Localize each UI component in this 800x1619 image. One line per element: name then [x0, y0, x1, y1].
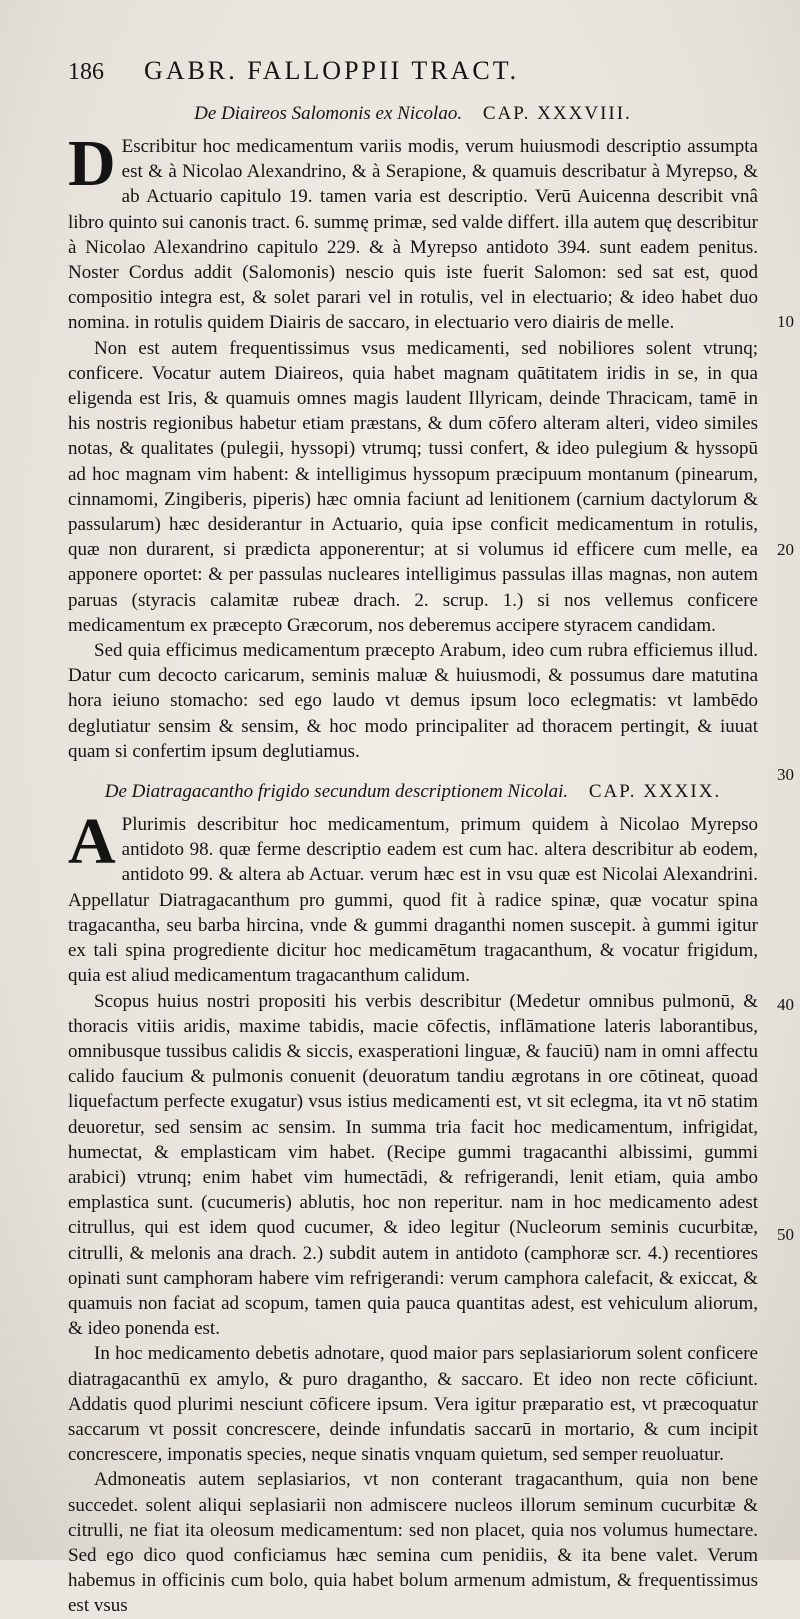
chapter-title: De Diatragacantho frigido secundum descriptionem Nicolai. [104, 781, 569, 803]
running-title: GABR. FALLOPPII TRACT. [144, 56, 520, 85]
margin-line-number: 30 [777, 765, 794, 784]
drop-cap: A [68, 805, 116, 879]
margin-line-number: 50 [777, 1225, 794, 1244]
paragraph: Admoneatis autem seplasiarios, vt non conterant tragacanthum, quia non bene succedet. solent aliqui seplasiarii non admiscere nucleos illorum seminum cucurbitæ & citrulli, ne fiat ita oleosum medicamentum: sed non placet, quia nos volumus humectare. Sed ego dico quod conficiamus hæc semina cum penidiis, & ita bene valet. Verum habemus in officinis cum bolo, quia habet bolum armenum admistum, & frequentissimus est vsus [68, 1469, 758, 1617]
paragraph [68, 127, 758, 336]
paragraph: In hoc medicamento debetis adnotare, quod maior pars seplasiariorum solent conficere diatragacanthū ex amylo, & puro dragantho, & saccaro. Et ideo non recte cōficiunt. Addatis quod plurimi nesciunt cōficere ipsum. Vera igitur præparatio est, vt præcoquatur saccarum vt possit concrescere, deinde infundatis saccarū in mortario, & cum incipit concrescere, imponatis species, neque sinatis vnquam quietum, sed semper reuoluatur. [68, 1343, 758, 1466]
chapter-number: CAP. XXXIX. [588, 781, 722, 803]
page-number: 186 [68, 59, 104, 85]
margin-line-number: 40 [777, 995, 794, 1014]
margin-line-number: 20 [777, 540, 794, 559]
chapter-heading [68, 100, 758, 128]
paragraph-text: Escribitur hoc medicamentum variis modis, verum huiusmodi descriptio assumpta est & à Nicolao Alexandrino, & à Serapione, & quamuis describatur à Myrepso, & ab Actuario capitulo 19. tamen varia est descriptio. Verū Auicenna describit vnâ libro quinto sui canonis tract. 6. summę primæ, sed valde differt. illa autem quę describitur à Nicolao Alexandrino capitulo 229. & à Myrepso antidoto 394. sunt eadem penitus. Noster Cordus addit (Salomonis) nescio quis iste fuerit Salomon: sed sat est, quod compositio integra est, & solet parari vel in rotulis, vel in electuario; & ideo habet duo nomina. in rotulis quidem Diairis de saccaro, in electuario vero diairis de melle. [68, 136, 758, 334]
paragraph [68, 805, 758, 988]
margin-line-number: 10 [777, 312, 794, 331]
chapter-number: CAP. XXXVIII. [482, 103, 632, 124]
paragraph: Sed quia efficimus medicamentum præcepto Arabum, ideo cum rubra efficiemus illud. Datur cum decocto caricarum, seminis maluæ & huiusmodi, & possumus dare matutina hora ieiuno stomacho: sed ego laudo vt demus ipsum loco eclegmatis: vt lambēdo deglutiatur sensim & sensim, & hoc modo principaliter ad thoracem pertingit, & iuuat quam si confertim ipsum deglutiamus. [68, 640, 758, 762]
chapter-title: De Diaireos Salomonis ex Nicolao. [194, 103, 463, 124]
drop-cap: D [68, 127, 116, 200]
paragraph: Scopus huius nostri propositi his verbis describitur (Medetur omnibus pulmonū, & thoracis vitiis aridis, maxime tabidis, macie cōfectis, inflāmatione lateris laborantibus, omnibusque tussibus calidis & siccis, exasperationi linguæ, & fauciū) nam in omni affectu calido faucium & pulmonis conuenit (deuoratum tandiu ægrotans in ore cōtineat, quoad liquefactum perfecte exugatur) vsus istius medicamenti est, vt sit eclegma, ita vt nō statim deuoretur, sed sensim ac sensim. In summa tria facit hoc medicamentum, infrigidat, humectat, & emplasticam vim habet. (Recipe gummi tragacanthi albissimi, gummi arabici) vtrunq; enim habet vim humectādi, & refrigerandi, lenit etiam, quia ambo emplastica sunt. (cucumeris) ablutis, hoc non reperitur. nam in hoc medicamento adest citrullus, qui est idem quod cucumer, & ideo legitur (Nucleorum seminis cucurbitæ, citrulli, & melonis ana drach. 2.) subdit autem in antidoto (camphoræ scr. 4.) recentiores opinati sunt camphoram habere vim refrigerandi: verum camphora calefacit, & exiccat, & quamuis non faciat ad scopum, tamen quia pauca quantitas adest, est vehiculum aliorum, & ideo ponenda est. [68, 990, 758, 1340]
running-head [68, 56, 758, 86]
paragraph-text: Plurimis describitur hoc medicamentum, primum quidem à Nicolao Myrepso antidoto 98. quæ ferme descriptio eadem est cum hac. altera describitur ab eodem, antidoto 99. & altera ab Actuar. verum hæc est in vsu quæ est Nicolai Alexandrini. Appellatur Diatragacanthum pro gummi, quod fit à radice spinæ, quæ vocatur spina tragacantha, seu barba hircina, vnde & gummi draganthi nomen suscepit. à gummi igitur ex tali spina progrediente dicitur hoc medicamētum tragacanthum, & vocatur frigidum, quia est aliud medicamentum tragacanthum calidum. [68, 814, 758, 987]
paragraph: Non est autem frequentissimus vsus medicamenti, sed nobiliores solent vtrunq; conficere. Vocatur autem Diaireos, quia habet magnam quātitatem iridis in se, in qua eligenda est Iris, & quamuis omnes magis laudent Illyricam, deinde Thracicam, tamē in his nostris regionibus habetur etiam præstans, & dum cōfero alteram alteri, video similes notas, & qualitates (pulegii, hyssopi) vtrumq; tussi confert, & ideo pulegium & hyssopū ad hoc magnam vim habent: & intelligimus hyssopum præcipuum montanum (pinearum, cinnamomi, Zingiberis, piperis) hæc omnia faciunt ad lenitionem (carnium dactylorum & passularum) hæc desiderantur in Actuario, quia ipse conficit medicamentum in rotulis, quæ non durarent, si prædicta apponerentur; at si volumus id efficere cum melle, ea apponere oportet: & per passulas nucleares intelligimus passulas illas magnas, non autem paruas (styracis calamitæ rubeæ drach. 2. scrup. 1.) si nos vellemus conficere medicamentum ex præcepto Græcorum, nos deberemus accipere styracem candidam. [68, 337, 758, 636]
chapter-heading [68, 778, 758, 806]
